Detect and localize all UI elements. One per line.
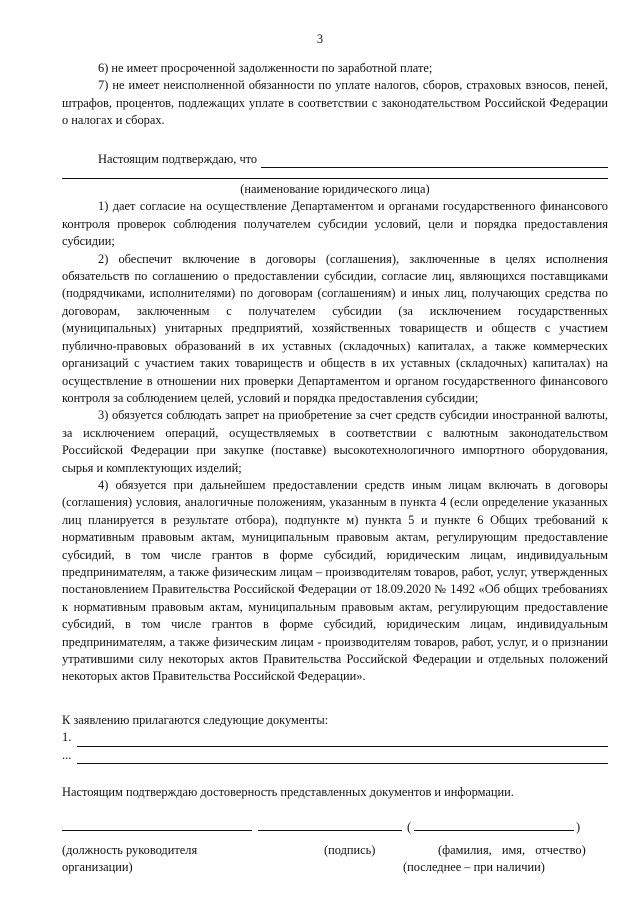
attachment-field-2[interactable]	[77, 750, 608, 764]
confirm-authenticity: Настоящим подтверждаю достоверность представленных документов и информации.	[62, 785, 514, 800]
signature-caption: (подпись)	[324, 843, 376, 858]
position-caption-2: организации)	[62, 860, 133, 875]
commitment-item-3: 3) обязуется соблюдать запрет на приобретение за счет средств субсидии иностранной валюты, за исключением операций, осуществляемых в соответствии с валютным законодательством Российской Федерации при закупке (поставке) высокотехнологичного импортного оборудования, сырья и комплектующих изделий;	[62, 408, 608, 475]
paragraph-item-7: 7) не имеет неисполненной обязанности по уплате налогов, сборов, страховых взносов, пеней, штрафов, процентов, подлежащих уплате в соответствии с законодательством Российской Федерации о налогах и сборах.	[62, 78, 608, 128]
entity-name-caption: (наименование юридического лица)	[240, 182, 430, 197]
document-body	[62, 60, 608, 882]
commitment-item-4: 4) обязуется при дальнейшем предоставлении средств иным лицам включать в договоры (соглашения) условия, аналогичные положениям, указанным в пункта 4 (если определение указанных лиц планируется в результате отбора), подпункте м) пункта 5 и пункте 6 Общих требований к нормативным правовым актам, муниципальным правовым актам, регулирующим предоставление субсидий, в том числе грантов в форме субсидий, юридическим лицам, индивидуальным предпринимателям, а также физическим лицам – производителям товаров, работ, услуг, утвержденных постановлением Правительства Российской Федерации от 18.09.2020 № 1492 «Об общих требованиях к нормативным правовым актам, муниципальным правовым актам, регулирующим предоставление субсидий, в том числе грантов в форме субсидий, юридическим лицам, индивидуальным предпринимателям, а также физическим лицам - производителям товаров, работ, услуг, и о признании утратившими силу некоторых актов Правительства Российской Федерации и отдельных положений некоторых актов Правительства Российской Федерации».	[62, 477, 608, 684]
signature-lines	[62, 816, 608, 842]
attachment-ellipsis: ...	[62, 747, 72, 762]
commitment-item-1: 1) дает согласие на осуществление Департаментом и органами государственного финансового контроля проверок соблюдения получателем субсидии условий, цели и порядка предоставления субсидии;	[62, 199, 608, 249]
name-caption-2: (последнее – при наличии)	[403, 860, 545, 875]
signature-captions	[62, 842, 608, 882]
confirm-prefix: Настоящим подтверждаю, что	[98, 151, 258, 166]
attachment-row-2	[62, 747, 608, 764]
position-field[interactable]	[62, 830, 252, 831]
confirm-entity-row	[62, 151, 608, 168]
name-caption: (фамилия, имя, отчество)	[438, 843, 586, 858]
page-number: 3	[316, 32, 324, 46]
attachment-field-1[interactable]	[77, 733, 608, 747]
signature-field[interactable]	[258, 830, 402, 831]
name-close-paren: )	[576, 820, 581, 835]
entity-name-field[interactable]	[261, 153, 608, 168]
paragraph-item-6: 6) не имеет просроченной задолженности по заработной плате;	[98, 61, 433, 75]
attachment-row-1	[62, 729, 608, 746]
name-open-paren: (	[407, 820, 412, 835]
attachment-number: 1.	[62, 730, 72, 745]
entity-name-field-continued[interactable]	[62, 168, 608, 179]
commitment-item-2: 2) обеспечит включение в договоры (соглашения), заключенные в целях исполнения обязательств по соглашению о предоставлении субсидии, согласие лиц, являющихся поставщиками (подрядчиками, исполнителями) по договорам (соглашениям) и иных лиц, получающих средства по договорам, заключенным с получателем субсидии (за исключением государственных (муниципальных) унитарных предприятий, хозяйственных товариществ и обществ с участием публично-правовых образований в их уставных (складочных) капиталах, а также коммерческих организаций с участием таких товариществ и обществ в их уставных (складочных) капиталах) на осуществление в отношении них проверки Департаментом и органом государственного финансового контроля за соблюдением целей, условий и порядка предоставления субсидии;	[62, 251, 608, 405]
position-caption: (должность руководителя	[62, 843, 198, 858]
name-field[interactable]	[414, 830, 574, 831]
attachments-title: К заявлению прилагаются следующие документы:	[62, 712, 329, 727]
